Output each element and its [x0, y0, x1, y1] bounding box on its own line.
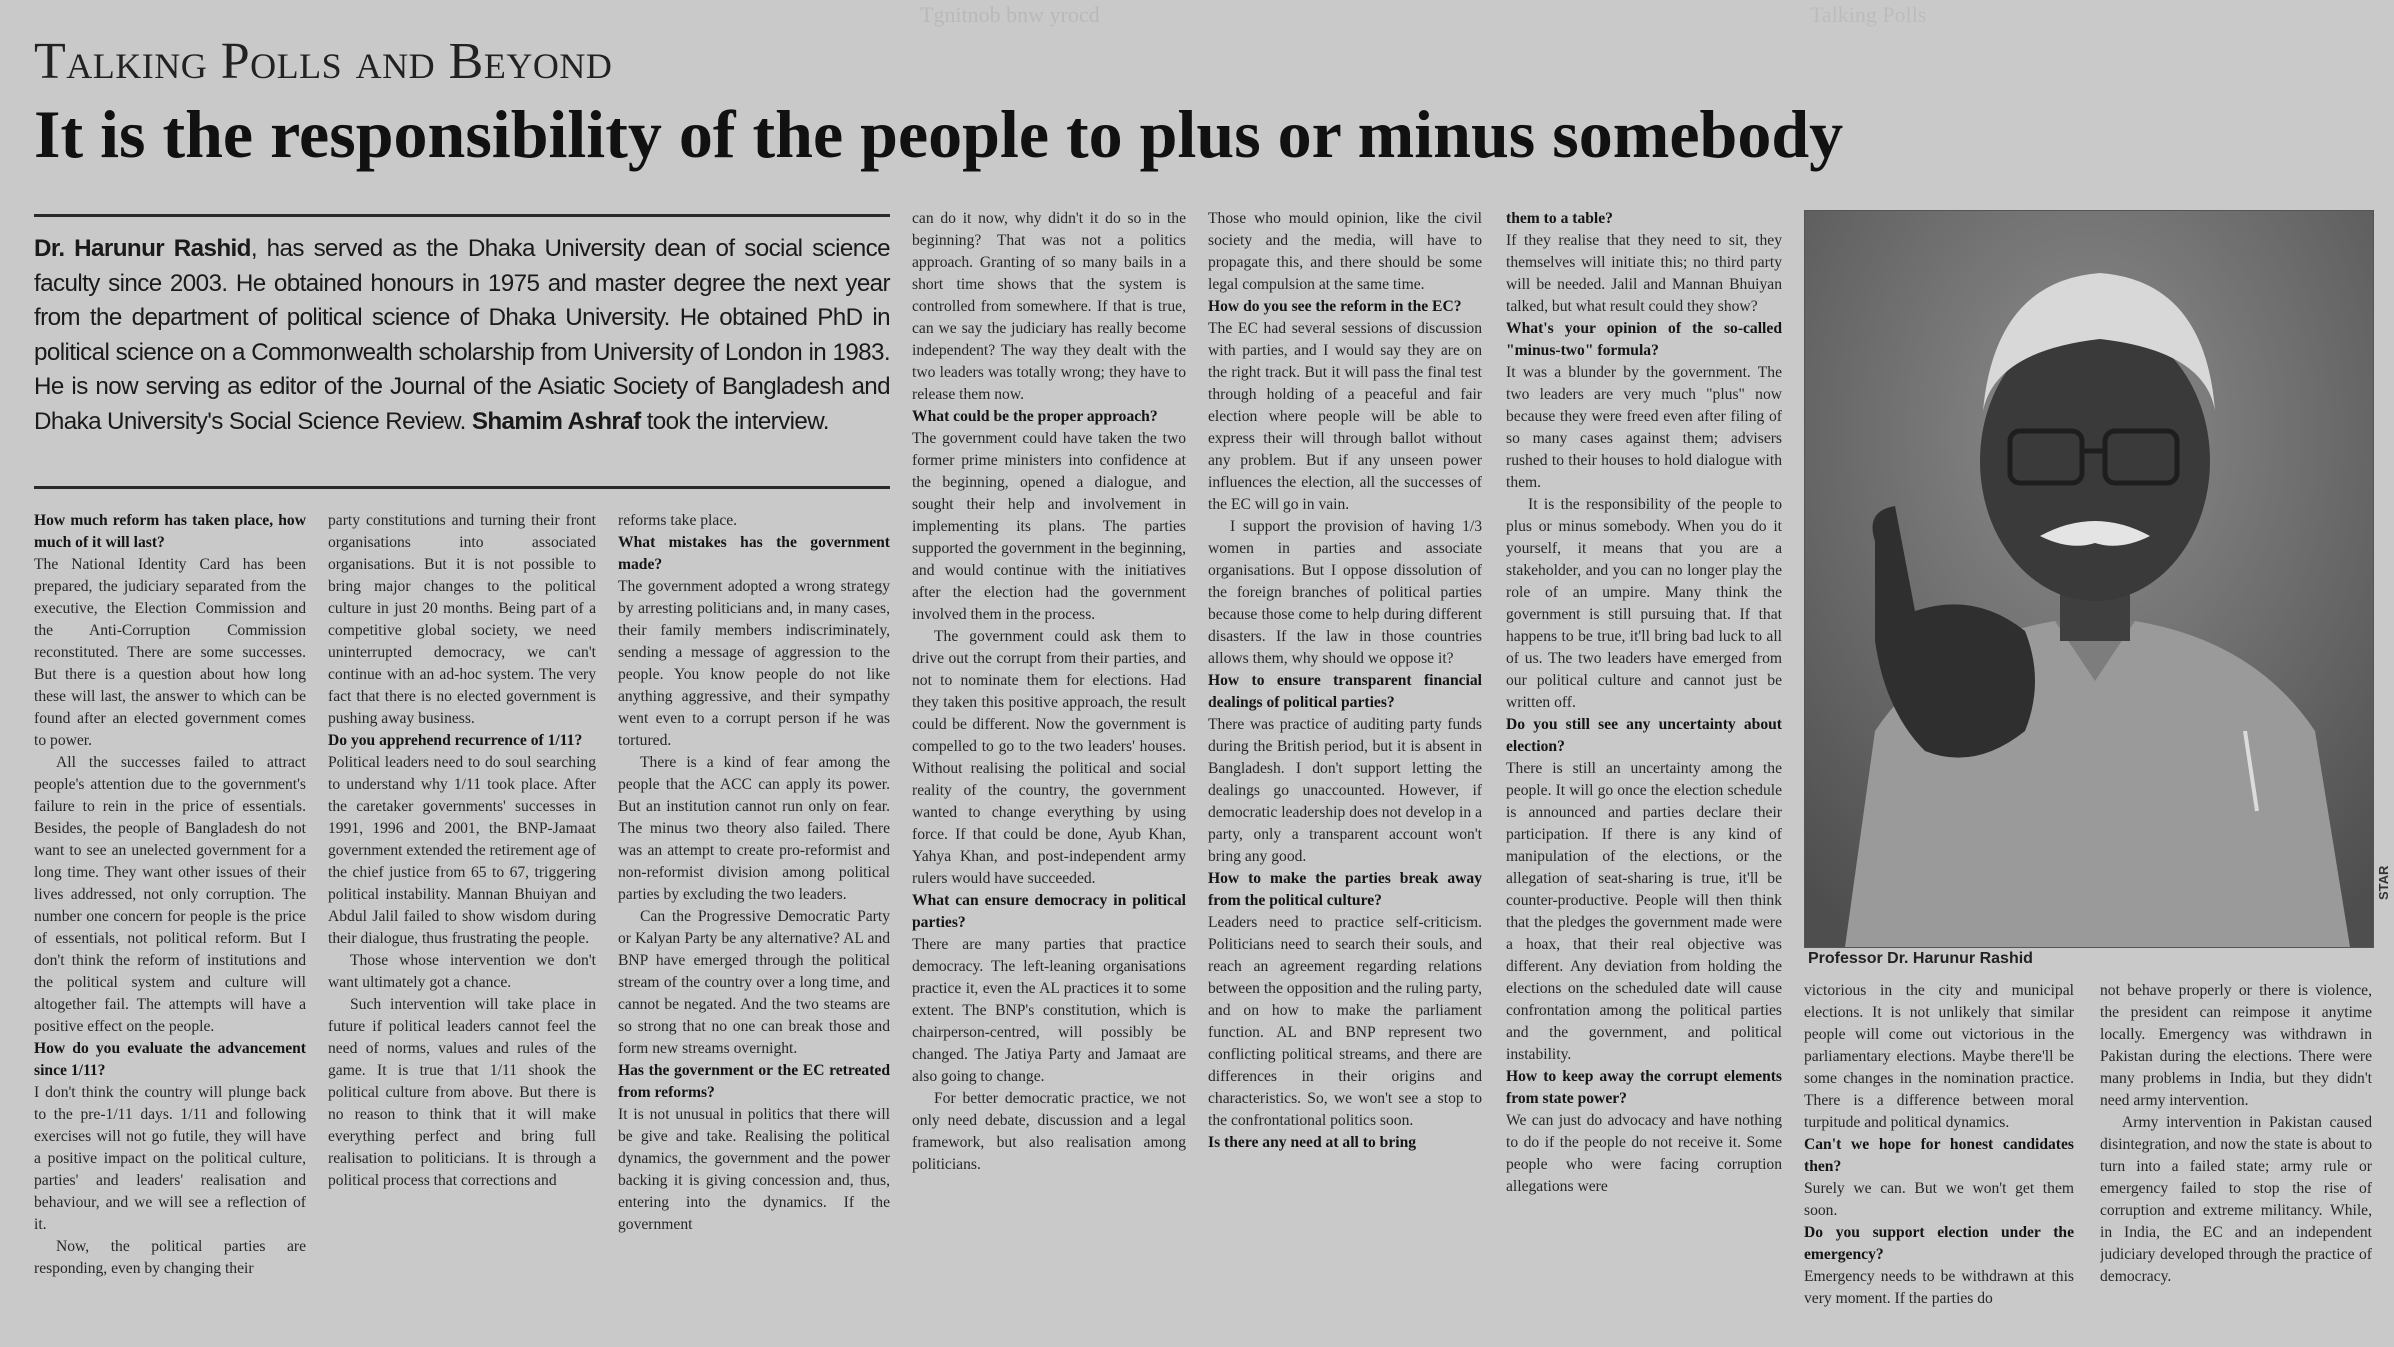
bleed-through-line: Tgnitnob bnw yrocd: [920, 2, 1100, 27]
interview-answer: Surely we can. But we won't get them soon.: [1804, 1180, 2074, 1219]
headline: It is the responsibility of the people to plus or minus somebody: [34, 96, 1844, 172]
interview-question: How to keep away the corrupt elements from state power?: [1506, 1068, 1782, 1107]
interview-answer: There was practice of auditing party funds during the British period, but it is absent in Bangladesh. I don't support letting the dealings go unaccounted. However, if democratic leadership does not develop in a party, only a transparent account won't bring any good.: [1208, 716, 1482, 865]
portrait-photo: [1804, 210, 2374, 948]
bleed-through-text-right: [1810, 0, 2090, 190]
interview-answer: If they realise that they need to sit, they themselves will initiate this; no third party will be needed. Jalil and Mannan Bhuiyan talked, but what result could they show?: [1506, 232, 1782, 315]
interview-answer: It is the responsibility of the people to plus or minus somebody. When you do it yourself, it means that you are a stakeholder, and you can no longer play the role of an umpire. Many think the government is still pursuing that. If that happens to be true, it'll bring bad luck to all of us. The two leaders have emerged from our political culture and cannot just be written off.: [1506, 496, 1782, 711]
intro-text: , has served as the Dhaka University dean of social science faculty since 2003. He obtained honours in 1975 and master degree the next year from the department of political science of Dhaka University. He obtained PhD in political science on a Commonwealth scholarship from University of London in 1983. He is now serving as editor of the Journal of the Asiatic Society of Bangladesh and Dhaka University's Social Science Review.: [34, 235, 890, 435]
interview-answer: The EC had several sessions of discussion with parties, and I would say they are on the right track. But it will pass the final test through holding of a peaceful and fair election where people will be able to express their will through ballot without any problem. But if any unseen power influences the election, all the successes of the EC will go in vain.: [1208, 320, 1482, 513]
interview-answer: It is not unusual in politics that there will be give and take. Realising the political dynamics, the government and the power backing it is giving concession and, thus, entering into the dynamics. If the government: [618, 1106, 890, 1233]
interview-answer: Such intervention will take place in future if political leaders cannot feel the need of norms, values and rules of the game. It is true that 1/11 shook the political culture from above. But there is no reason to think that it will make everything perfect and bring full realisation to politicians. It is through a political process that corrections and: [328, 996, 596, 1189]
interview-answer: Can the Progressive Democratic Party or Kalyan Party be any alternative? AL and BNP have emerged through the political stream of the country over a long time, and cannot be negated. And the two steams are so strong that no one can break those and form new streams overnight.: [618, 908, 890, 1057]
interview-answer: The government could have taken the two former prime ministers into confidence at the beginning, opened a dialogue, and sought their help and involvement in implementing its plans. The parties supported the government in the beginning, and would continue with the initiatives after the election had the government involved them in the process.: [912, 430, 1186, 623]
section-kicker: Talking Polls and Beyond: [34, 33, 613, 90]
interview-question: Do you apprehend recurrence of 1/11?: [328, 732, 583, 749]
interview-answer: We can just do advocacy and have nothing to do if the people do not receive it. Some people who were facing corruption allegations were: [1506, 1112, 1782, 1195]
interview-question: What could be the proper approach?: [912, 408, 1158, 425]
interview-question: What mistakes has the government made?: [618, 534, 890, 573]
interview-answer: There are many parties that practice democracy. The left-leaning organisations practice it, even the AL practices it to some extent. The BNP's constitution, which is chairperson-centred, will possibly be changed. The Jatiya Party and Jamaat are also going to change.: [912, 936, 1186, 1085]
interview-answer: not behave properly or there is violence, the president can reimpose it anytime locally. Emergency was withdrawn in Pakistan during the elections. There were many problems in India, but they didn't need army intervention.: [2100, 982, 2372, 1109]
interview-answer: victorious in the city and municipal elections. It is not unlikely that similar people will come out victorious in the parliamentary elections. Maybe there'll be some changes in the nomination practice. There is a difference between moral turpitude and political dynamics.: [1804, 982, 2074, 1131]
intro-paragraph: [34, 232, 890, 439]
interview-answer: The government could ask them to drive out the corrupt from their parties, and not to nominate them for elections. Had they taken this positive approach, the result could be different. Now the government is compelled to go to the two leaders' houses. Without realising the political and social reality of the country, the government wanted to change everything by using force. If that could be done, Ayub Khan, Yahya Khan, and post-independent army rulers would have succeeded.: [912, 628, 1186, 887]
portrait-illustration: [1805, 211, 2373, 947]
interview-answer: Emergency needs to be withdrawn at this very moment. If the parties do: [1804, 1268, 2074, 1307]
interview-answer: Leaders need to practice self-criticism. Politicians need to search their souls, and reach an agreement regarding relations between the opposition and the ruling party, and on how to make the parliament function. AL and BNP represent two conflicting political streams, and there are differences in their origins and characteristics. So, we won't see a stop to the confrontational politics soon.: [1208, 914, 1482, 1129]
article-column: [912, 208, 1186, 1345]
bleed-through-line: Talking Polls: [1810, 2, 1927, 27]
intro-tail: took the interview.: [646, 407, 829, 435]
interview-answer: All the successes failed to attract people's attention due to the government's failure to rein in the price of essentials. Besides, the people of Bangladesh do not want to see an unelected government for a long time. They want other issues of their lives addressed, not only corruption. The number one concern for people is the price of essentials, not political reform. But I don't think the reform of institutions and the political system and culture will altogether fail. The attempts will have a positive effect on the people.: [34, 754, 306, 1035]
interview-question: What can ensure democracy in political parties?: [912, 892, 1186, 931]
article-column: [2100, 980, 2372, 1345]
interview-answer: reforms take place.: [618, 512, 738, 529]
article-column: [1804, 980, 2074, 1345]
interview-answer: party constitutions and turning their front organisations into associated organisations. But it is not possible to bring major changes to the political culture in just 20 months. Being part of a competitive global society, we need uninterrupted democracy, we can't continue with an ad-hoc system. The very fact that there is no elected government is pushing away business.: [328, 512, 596, 727]
intro-top-rule: [34, 214, 890, 217]
photo-credit: STAR: [2376, 865, 2391, 900]
interview-answer: can do it now, why didn't it do so in the beginning? That was not a politics approach. Granting of so many bails in a short time shows that the system is controlled from somewhere. If that is true, can we say the judiciary has really become independent? The way they dealt with the two leaders was totally wrong; they have to release them now.: [912, 210, 1186, 403]
interview-question: Do you support election under the emergency?: [1804, 1224, 2074, 1263]
interview-question: Has the government or the EC retreated from reforms?: [618, 1062, 890, 1101]
article-column: [328, 510, 596, 1345]
interview-question: them to a table?: [1506, 210, 1613, 227]
interview-answer: The government adopted a wrong strategy by arresting politicians and, in many cases, their family members indiscriminately, sending a message of aggression to the people. You know people do not like anything aggressive, and their sympathy went even to a corrupt person if he was tortured.: [618, 578, 890, 749]
article-column: [1208, 208, 1482, 1345]
article-column: [34, 510, 306, 1345]
interview-answer: Political leaders need to do soul searching to understand why 1/11 took place. After the caretaker governments' successes in 1991, 1996 and 2001, the BNP-Jamaat government extended the retirement age of the chief justice from 65 to 67, triggering political instability. Mannan Bhuiyan and Abdul Jalil failed to show wisdom during their dialogue, thus frustrating the people.: [328, 754, 596, 947]
interview-question: How much reform has taken place, how much of it will last?: [34, 512, 306, 551]
interview-question: Do you still see any uncertainty about election?: [1506, 716, 1782, 755]
interview-question: How do you evaluate the advancement since 1/11?: [34, 1040, 306, 1079]
article-column: [1506, 208, 1782, 1345]
interview-question: How do you see the reform in the EC?: [1208, 298, 1462, 315]
interview-answer: Army intervention in Pakistan caused disintegration, and now the state is about to turn into a failed state; army rule or emergency failed to stop the rise of corruption and extreme militancy. While, in India, the EC and an independent judiciary developed through the practice of democracy.: [2100, 1114, 2372, 1285]
interviewer-name: Shamim Ashraf: [471, 407, 641, 435]
article-column: [618, 510, 890, 1345]
interview-question: How to make the parties break away from the political culture?: [1208, 870, 1482, 909]
interview-answer: There is a kind of fear among the people that the ACC can apply its power. But an institution cannot run only on fear. The minus two theory also failed. There was an attempt to create pro-reformist and non-reformist division among political parties by excluding the two leaders.: [618, 754, 890, 903]
interview-answer: Those whose intervention we don't want ultimately got a chance.: [328, 952, 596, 991]
intro-bottom-rule: [34, 486, 890, 489]
interview-question: Can't we hope for honest candidates then?: [1804, 1136, 2074, 1175]
interview-question: What's your opinion of the so-called "minus-two" formula?: [1506, 320, 1782, 359]
interview-answer: I don't think the country will plunge back to the pre-1/11 days. 1/11 and following exercises will not go futile, they will have a positive impact on the political culture, parties' and leaders' realisation and behaviour, and we will see a reflection of it.: [34, 1084, 306, 1233]
interview-answer: The National Identity Card has been prepared, the judiciary separated from the executive, the Election Commission and the Anti-Corruption Commission reconstituted. There are some successes. But there is a question about how long these will last, the answer to which can be found after an elected government comes to power.: [34, 556, 306, 749]
interview-answer: It was a blunder by the government. The two leaders are very much "plus" now because they were freed even after filing of so many cases against them; advisers rushed to their houses to hold dialogue with them.: [1506, 364, 1782, 491]
interview-answer: For better democratic practice, we not only need debate, discussion and a legal framework, but also realisation among politicians.: [912, 1090, 1186, 1173]
interview-answer: There is still an uncertainty among the people. It will go once the election schedule is announced and parties declare their participation. If there is any kind of manipulation of the elections, or the allegation of seat-sharing is true, it'll be counter-productive. People will then think that the pledges the government made were a hoax, that their real objective was different. Any deviation from holding the elections on the scheduled date will cause confrontation among the political parties and the government, and political instability.: [1506, 760, 1782, 1063]
interviewee-name: Dr. Harunur Rashid: [34, 235, 251, 262]
interview-question: How to ensure transparent financial dealings of political parties?: [1208, 672, 1482, 711]
interview-answer: I support the provision of having 1/3 women in parties and associate organisations. But I oppose dissolution of the foreign branches of political parties because those come to help during different disasters. If the law in those countries allows them, why should we oppose it?: [1208, 518, 1482, 667]
interview-question: Is there any need at all to bring: [1208, 1134, 1417, 1151]
interview-answer: Those who mould opinion, like the civil society and the media, will have to propagate this, and there should be some legal compulsion at the same time.: [1208, 210, 1482, 293]
interview-answer: Now, the political parties are responding, even by changing their: [34, 1238, 306, 1277]
photo-caption: Professor Dr. Harunur Rashid: [1808, 950, 2033, 967]
